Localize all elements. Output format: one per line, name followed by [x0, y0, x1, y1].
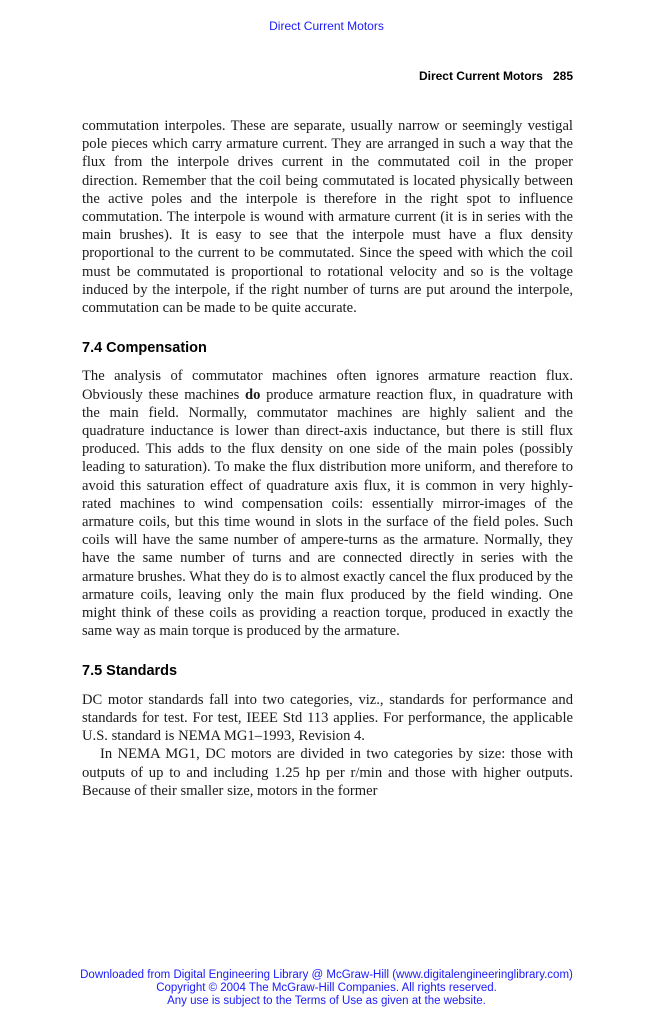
intro-paragraph: commutation interpoles. These are separate, usually narrow or seemingly vestigal pole pieces which carry armature current. They are arranged in such a way that the flux from the interpole drives current in the commutated coil in the proper direction. Remember that the coil being commutated is located physically between the active poles and the interpole is therefore in the right spot to influence commutation. The interpole is wound with armature current (it is in series with the main brushes). It is easy to see that the interpole must have a flux density proportional to the current to be commutated. Since the speed with which the coil must be commutated is proportional to rotational velocity and so is the voltage induced by the interpole, if the right number of turns are put around the interpole, commutation can be made to be quite accurate.: [82, 118, 573, 317]
section-heading-compensation: 7.4 Compensation: [82, 340, 207, 357]
compensation-bold-word: do: [245, 386, 261, 403]
footer-notice: [0, 969, 653, 1008]
footer-terms-link[interactable]: Any use is subject to the Terms of Use as given at the website.: [167, 995, 486, 1007]
footer-download-link[interactable]: Downloaded from Digital Engineering Library @ McGraw-Hill (www.digitalengineeringlibrary.com): [80, 969, 573, 981]
chapter-link[interactable]: Direct Current Motors: [269, 19, 384, 33]
section-heading-standards: 7.5 Standards: [82, 663, 178, 680]
compensation-paragraph: [82, 367, 573, 640]
page-body: [82, 117, 573, 800]
running-title: Direct Current Motors: [418, 69, 543, 83]
standards-paragraph-2: In NEMA MG1, DC motors are divided in two categories by size: those with outputs of up to and including 1.25 hp per r/min and those with higher outputs. Because of their smaller size, motors in the former: [82, 746, 573, 799]
compensation-text-a: The analysis of commutator machines often ignores armature reaction flux. Obviously these machines: [82, 368, 573, 403]
compensation-text-b: produce armature reaction flux, in quadrature with the main field. Normally, commutator machines are highly salient and the quadrature inductance is lower than direct-axis inductance, but there is still flux produced. This adds to the flux density on one side of the main poles (possibly leading to saturation). To make the flux distribution more uniform, and therefore to avoid this saturation effect of quadrature axis flux, it is common in very highly-rated machines to wind compensation coils: essentially mirror-images of the armature coils, but this time wound in slots in the surface of the field poles. Such coils will have the same number of ampere-turns as the armature. Normally, they have the same number of turns and are connected directly in series with the armature brushes. What they do is to almost exactly cancel the flux produced by the armature coils, leaving only the main flux produced by the field winding. One might think of these coils as providing a reaction torque, produced in exactly the same way as main torque is produced by the armature.: [82, 386, 573, 640]
standards-paragraph-1: DC motor standards fall into two categories, viz., standards for performance and standards for test. For test, IEEE Std 113 applies. For performance, the applicable U.S. standard is NEMA MG1–1993, Revision 4.: [82, 691, 573, 745]
running-header: [419, 69, 573, 83]
footer-copyright: Copyright © 2004 The McGraw-Hill Companies. All rights reserved.: [156, 982, 497, 994]
page-number: 285: [552, 69, 573, 83]
